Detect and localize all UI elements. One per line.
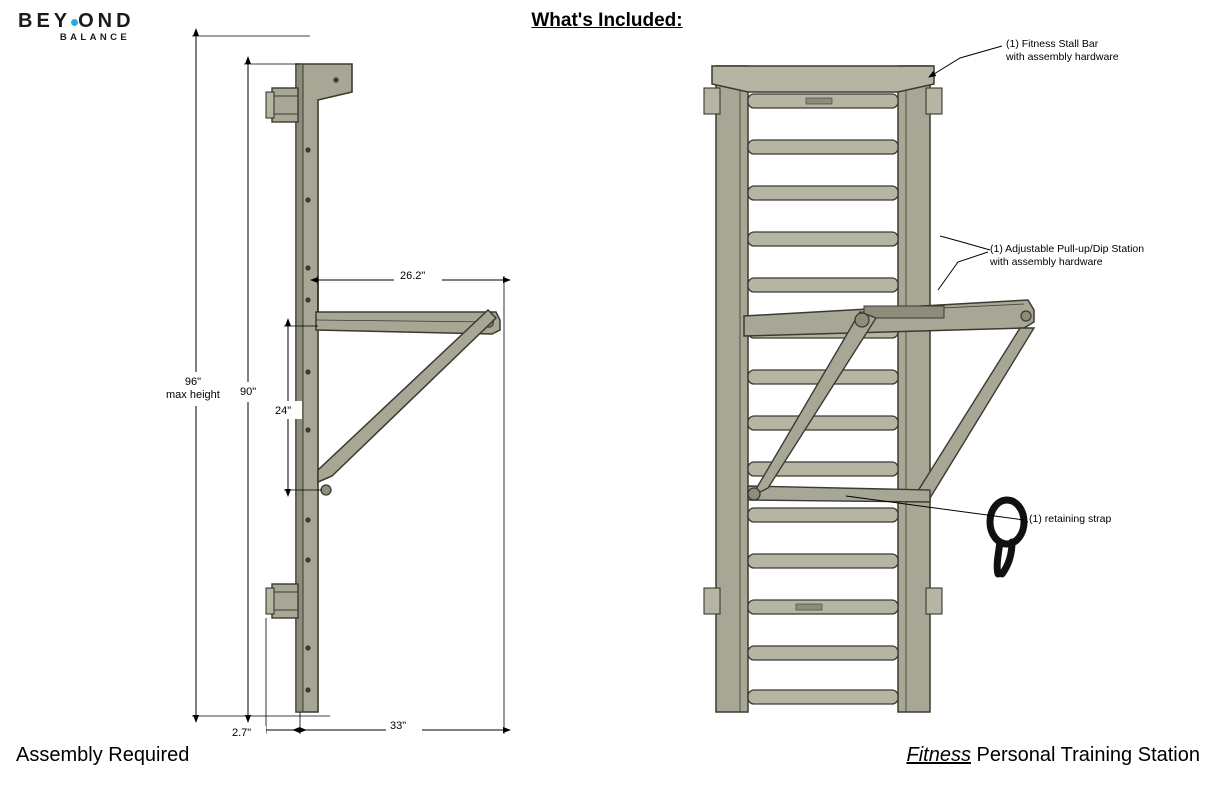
dip-station-right-frame [916, 328, 1034, 498]
callout-pullup-dip-line1: (1) Adjustable Pull-up/Dip Station [990, 243, 1145, 255]
outer-pivot [1021, 311, 1031, 321]
retaining-strap [990, 500, 1024, 574]
product-name [907, 744, 1201, 767]
left-rail [716, 66, 748, 712]
dimension-label-33: 33" [390, 720, 407, 732]
callout-pullup-dip-line2: with assembly hardware [990, 256, 1103, 268]
dimension-33-total [300, 318, 504, 739]
brand-name-part2: OND [78, 10, 135, 32]
dip-station-grip [864, 306, 944, 318]
rung [748, 140, 898, 154]
rung [748, 646, 898, 660]
front-view-drawing [704, 46, 1034, 712]
rung [748, 278, 898, 292]
product-name-rest: Personal Training Station [970, 744, 1200, 766]
top-wall-bracket [266, 88, 298, 122]
brand-name-part1: BEY [18, 10, 72, 32]
dimension-caption-max-height: max height [166, 389, 220, 401]
dimension-value-96: 96" [184, 376, 201, 388]
dimension-27-wall-offset [228, 618, 300, 744]
dimension-label-max-height [166, 376, 220, 402]
callout-stall-bar-line2: with assembly hardware [1006, 51, 1119, 63]
rung [748, 600, 898, 614]
bottom-wall-bracket [266, 584, 298, 618]
strut-lower-pivot [321, 485, 331, 495]
brand-tagline: BALANCE [59, 32, 131, 43]
dimension-label-27: 2.7" [232, 727, 252, 739]
dimension-label-262: 26.2" [400, 270, 426, 282]
callout-pullup-dip [990, 243, 1144, 269]
rung [748, 508, 898, 522]
rung [748, 416, 898, 430]
top-label-plate [806, 98, 832, 104]
diagonal-support-strut [318, 310, 496, 482]
page-title: What's Included: [531, 10, 683, 31]
callout-stall-bar [1006, 38, 1119, 64]
product-name-italic: Fitness [906, 744, 971, 766]
assembly-required-note: Assembly Required [16, 744, 190, 766]
dimension-label-90: 90" [240, 386, 257, 398]
rung [748, 690, 898, 704]
callout-retaining-strap-line1: (1) retaining strap [1029, 513, 1112, 525]
stall-bar-post-side [296, 64, 352, 712]
callout-retaining-strap [1029, 513, 1111, 526]
rung [748, 186, 898, 200]
right-rail [898, 66, 930, 712]
dimension-label-24: 24" [275, 405, 292, 417]
upper-pivot [855, 313, 869, 327]
rung [748, 554, 898, 568]
top-cap [712, 66, 934, 92]
callout-stall-bar-line1: (1) Fitness Stall Bar [1006, 38, 1099, 50]
lower-pivot [748, 488, 760, 500]
bottom-label-plate [796, 604, 822, 610]
rung [748, 232, 898, 246]
